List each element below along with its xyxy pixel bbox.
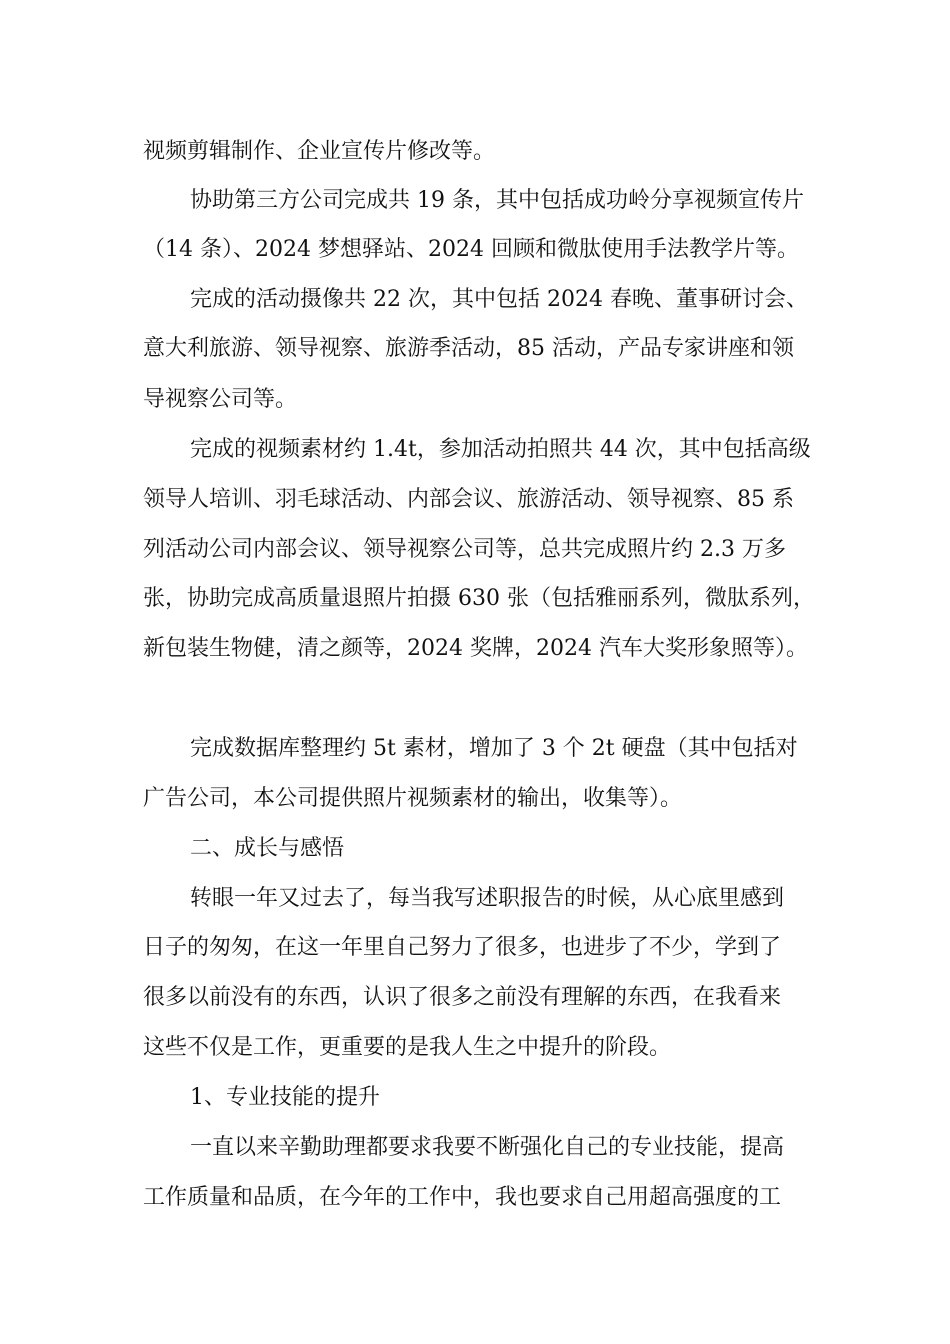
paragraph-first-line: 一直以来辛勤助理都要求我要不断强化自己的专业技能，提高 [190,1135,785,1160]
paragraph-first-line: 协助第三方公司完成共 19 条，其中包括成功岭分享视频宣传片 [190,188,804,213]
text-line: 意大利旅游、领导视察、旅游季活动，85 活动，产品专家讲座和领 [143,336,794,361]
text-line: 很多以前没有的东西，认识了很多之前没有理解的东西，在我看来 [143,985,782,1010]
paragraph-first-line: 完成数据库整理约 5t 素材，增加了 3 个 2t 硬盘（其中包括对 [190,736,798,761]
text-line: 导视察公司等。 [143,387,298,412]
section-heading: 二、成长与感悟 [190,836,345,861]
text-line: 列活动公司内部会议、领导视察公司等，总共完成照片约 2.3 万多 [143,537,786,562]
text-line: 领导人培训、羽毛球活动、内部会议、旅游活动、领导视察、85 系 [143,487,794,512]
paragraph-first-line: 完成的视频素材约 1.4t，参加活动拍照共 44 次，其中包括高级 [190,437,811,462]
subsection-heading: 1、专业技能的提升 [190,1085,380,1110]
text-line: 这些不仅是工作，更重要的是我人生之中提升的阶段。 [143,1035,672,1060]
text-line: 视频剪辑制作、企业宣传片修改等。 [143,139,496,164]
paragraph-first-line: 完成的活动摄像共 22 次，其中包括 2024 春晚、董事研讨会、 [190,287,808,312]
text-line: 广告公司，本公司提供照片视频素材的输出，收集等）。 [143,786,683,811]
paragraph-first-line: 转眼一年又过去了，每当我写述职报告的时候，从心底里感到 [190,886,785,911]
text-line: 日子的匆匆，在这一年里自己努力了很多，也进步了不少，学到了 [143,935,782,960]
text-line: 工作质量和品质，在今年的工作中，我也要求自己用超高强度的工 [143,1185,782,1210]
text-line: 张，协助完成高质量退照片拍摄 630 张（包括雅丽系列，微肽系列， [143,586,815,611]
text-line: 新包装生物健，清之颜等，2024 奖牌，2024 汽车大奖形象照等）。 [143,636,808,661]
text-line: （14 条）、2024 梦想驿站、2024 回顾和微肽使用手法教学片等。 [143,237,799,262]
